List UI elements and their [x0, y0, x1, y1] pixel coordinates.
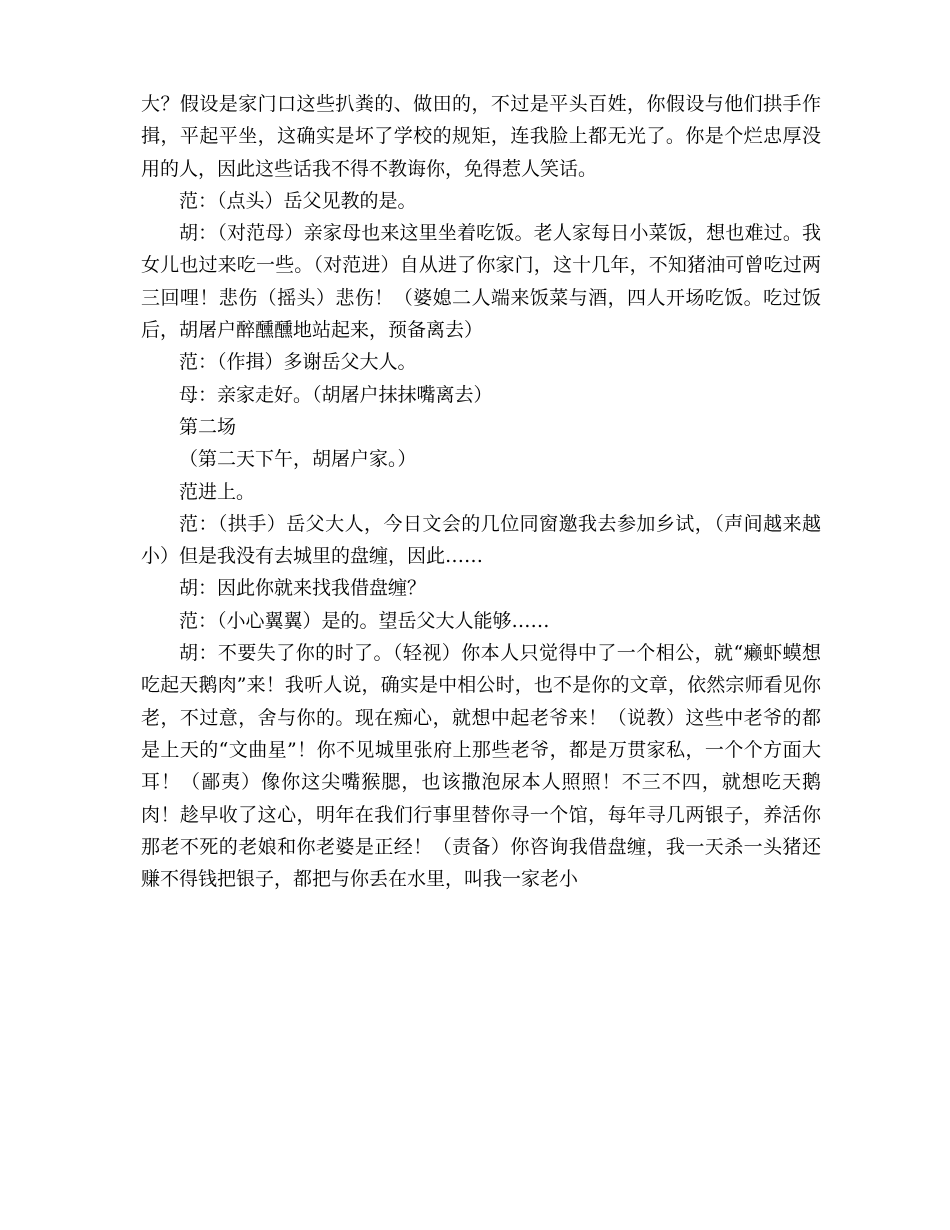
- dialogue-fan-1: 范：（点头）岳父见教的是。: [179, 189, 417, 212]
- dialogue-fan-2: 范：（作揖）多谢岳父大人。: [179, 351, 417, 374]
- dialogue-fan-4: 范：（小心翼翼）是的。望岳父大人能够……: [179, 609, 550, 632]
- dialogue-mu-1: 母：亲家走好。（胡屠户抹抹嘴离去）: [179, 383, 493, 406]
- document-body: [141, 88, 821, 895]
- stage-direction-fan-enter: 范进上。: [179, 480, 256, 503]
- paragraph-continuation: 大？假设是家门口这些扒粪的、做田的，不过是平头百姓，你假设与他们拱手作揖，平起平坐，这确实是坏了学校的规矩，连我脸上都无光了。你是个烂忠厚没用的人，因此这些话我不得不教诲你，免得惹人笑话。: [141, 93, 821, 180]
- dialogue-fan-3: 范：（拱手）岳父大人，今日文会的几位同窗邀我去参加乡试，（声间越来越小）但是我没有去城里的盘缠，因此……: [141, 512, 821, 568]
- dialogue-hu-1: 胡：（对范母）亲家母也来这里坐着吃饭。老人家每日小菜饭，想也难过。我女儿也过来吃一些。（对范进）自从进了你家门，这十几年，不知猪油可曾吃过两三回哩！悲伤（摇头）悲伤！（婆媳二人端来饭菜与酒，四人开场吃饭。吃过饭后，胡屠户醉醺醺地站起来，预备离去）: [141, 222, 821, 342]
- scene-heading: 第二场: [179, 415, 237, 438]
- scene-setting: （第二天下午，胡屠户家。）: [179, 448, 417, 471]
- dialogue-hu-3: 胡：不要失了你的时了。（轻视）你本人只觉得中了一个相公，就“癞虾蟆想吃起天鹅肉”来！我听人说，确实是中相公时，也不是你的文章，依然宗师看见你老，不过意，舍与你的。现在痴心，就想中起老爷来！（说教）这些中老爷的都是上天的“文曲星”！你不见城里张府上那些老爷，都是万贯家私，一个个方面大耳！（鄙夷）像你这尖嘴猴腮，也该撒泡尿本人照照！不三不四，就想吃天鹅肉！趁早收了这心，明年在我们行事里替你寻一个馆，每年寻几两银子，养活你那老不死的老娘和你老婆是正经！（责备）你咨询我借盘缠，我一天杀一头猪还赚不得钱把银子，都把与你丢在水里，叫我一家老小: [141, 642, 821, 891]
- dialogue-hu-2: 胡：因此你就来找我借盘缠？: [179, 577, 427, 600]
